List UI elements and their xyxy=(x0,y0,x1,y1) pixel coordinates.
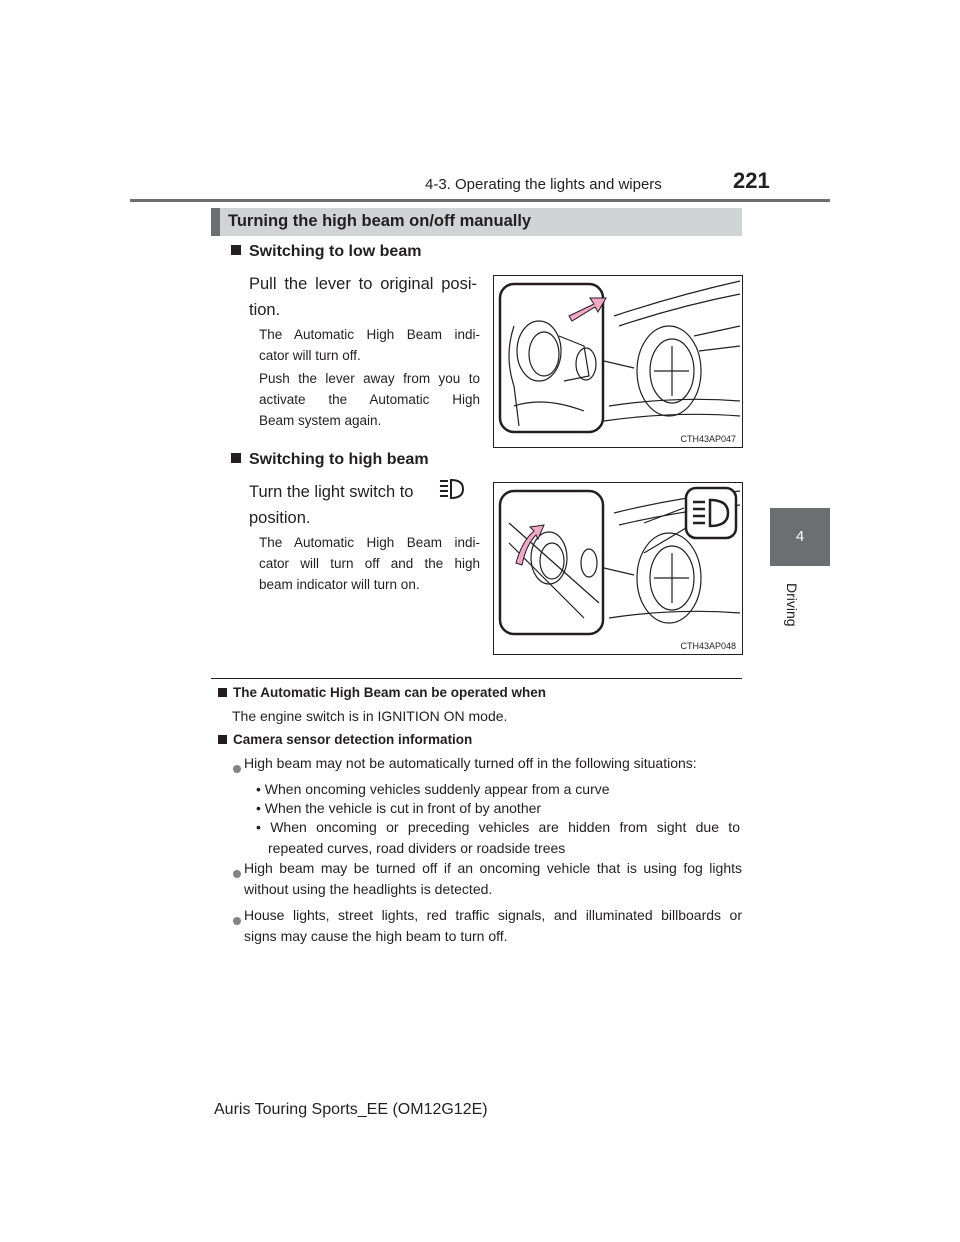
figure-code-1: CTH43AP047 xyxy=(680,434,736,444)
low-beam-figure xyxy=(493,275,743,448)
note-2-bullet-1: High beam may not be automatically turned off in the following situations: xyxy=(244,755,697,771)
page-number: 221 xyxy=(733,168,770,193)
note-2-sub-2: • When the vehicle is cut in front of by another xyxy=(256,800,542,816)
high-beam-figure xyxy=(493,482,743,655)
high-beam-icon xyxy=(437,477,467,501)
header-rule xyxy=(130,199,830,202)
light-switch-illustration xyxy=(494,483,742,654)
note-2-sub-1: • When oncoming vehicles suddenly appear from a curve xyxy=(256,781,610,797)
square-bullet-icon xyxy=(218,688,227,697)
header-section-title: 4-3. Operating the lights and wipers xyxy=(425,176,662,193)
bullet-dot-icon xyxy=(233,912,241,930)
note-1-text: The engine switch is in IGNITION ON mode. xyxy=(232,708,508,724)
low-beam-note-2: Push the lever away from you to activate the Automatic High Beam system again. xyxy=(259,371,480,428)
section-title-marker xyxy=(211,208,220,236)
high-beam-heading: Switching to high beam xyxy=(231,451,429,469)
chapter-tab-number: 4 xyxy=(795,528,805,545)
section-title: Turning the high beam on/off manually xyxy=(228,212,532,230)
low-beam-heading: Switching to low beam xyxy=(231,243,421,261)
note-2-sub-3: • When oncoming or preceding vehicles are hidden from sight due to repeated curves, road dividers or roadside trees xyxy=(256,819,740,856)
note-2-bullet-2: High beam may be turned off if an oncoming vehicle that is using fog lights without using the headlights is detected. xyxy=(244,860,742,897)
square-bullet-icon xyxy=(218,735,227,744)
notes-divider xyxy=(211,678,742,679)
note-2-bullet-3: House lights, street lights, red traffic signals, and illuminated billboards or signs may cause the high beam to turn off. xyxy=(244,907,742,944)
high-beam-note: The Automatic High Beam indi- cator will turn off and the high beam indicator will turn on. xyxy=(259,535,480,592)
square-bullet-icon xyxy=(231,245,241,255)
low-beam-note-1: The Automatic High Beam indi- cator will turn off. xyxy=(259,327,480,363)
figure-code-2: CTH43AP048 xyxy=(680,641,736,651)
chapter-tab-label: Driving xyxy=(784,583,800,627)
steering-lever-illustration xyxy=(494,276,742,447)
bullet-dot-icon xyxy=(233,865,241,883)
low-beam-instruction: Pull the lever to original posi- tion. xyxy=(249,275,477,319)
high-beam-instruction: Turn the light switch to position. xyxy=(249,483,414,527)
square-bullet-icon xyxy=(231,453,241,463)
footer-model: Auris Touring Sports_EE (OM12G12E) xyxy=(214,1101,488,1118)
note-2-heading: Camera sensor detection information xyxy=(218,732,472,747)
bullet-dot-icon xyxy=(233,760,241,778)
note-1-heading: The Automatic High Beam can be operated when xyxy=(218,685,546,700)
